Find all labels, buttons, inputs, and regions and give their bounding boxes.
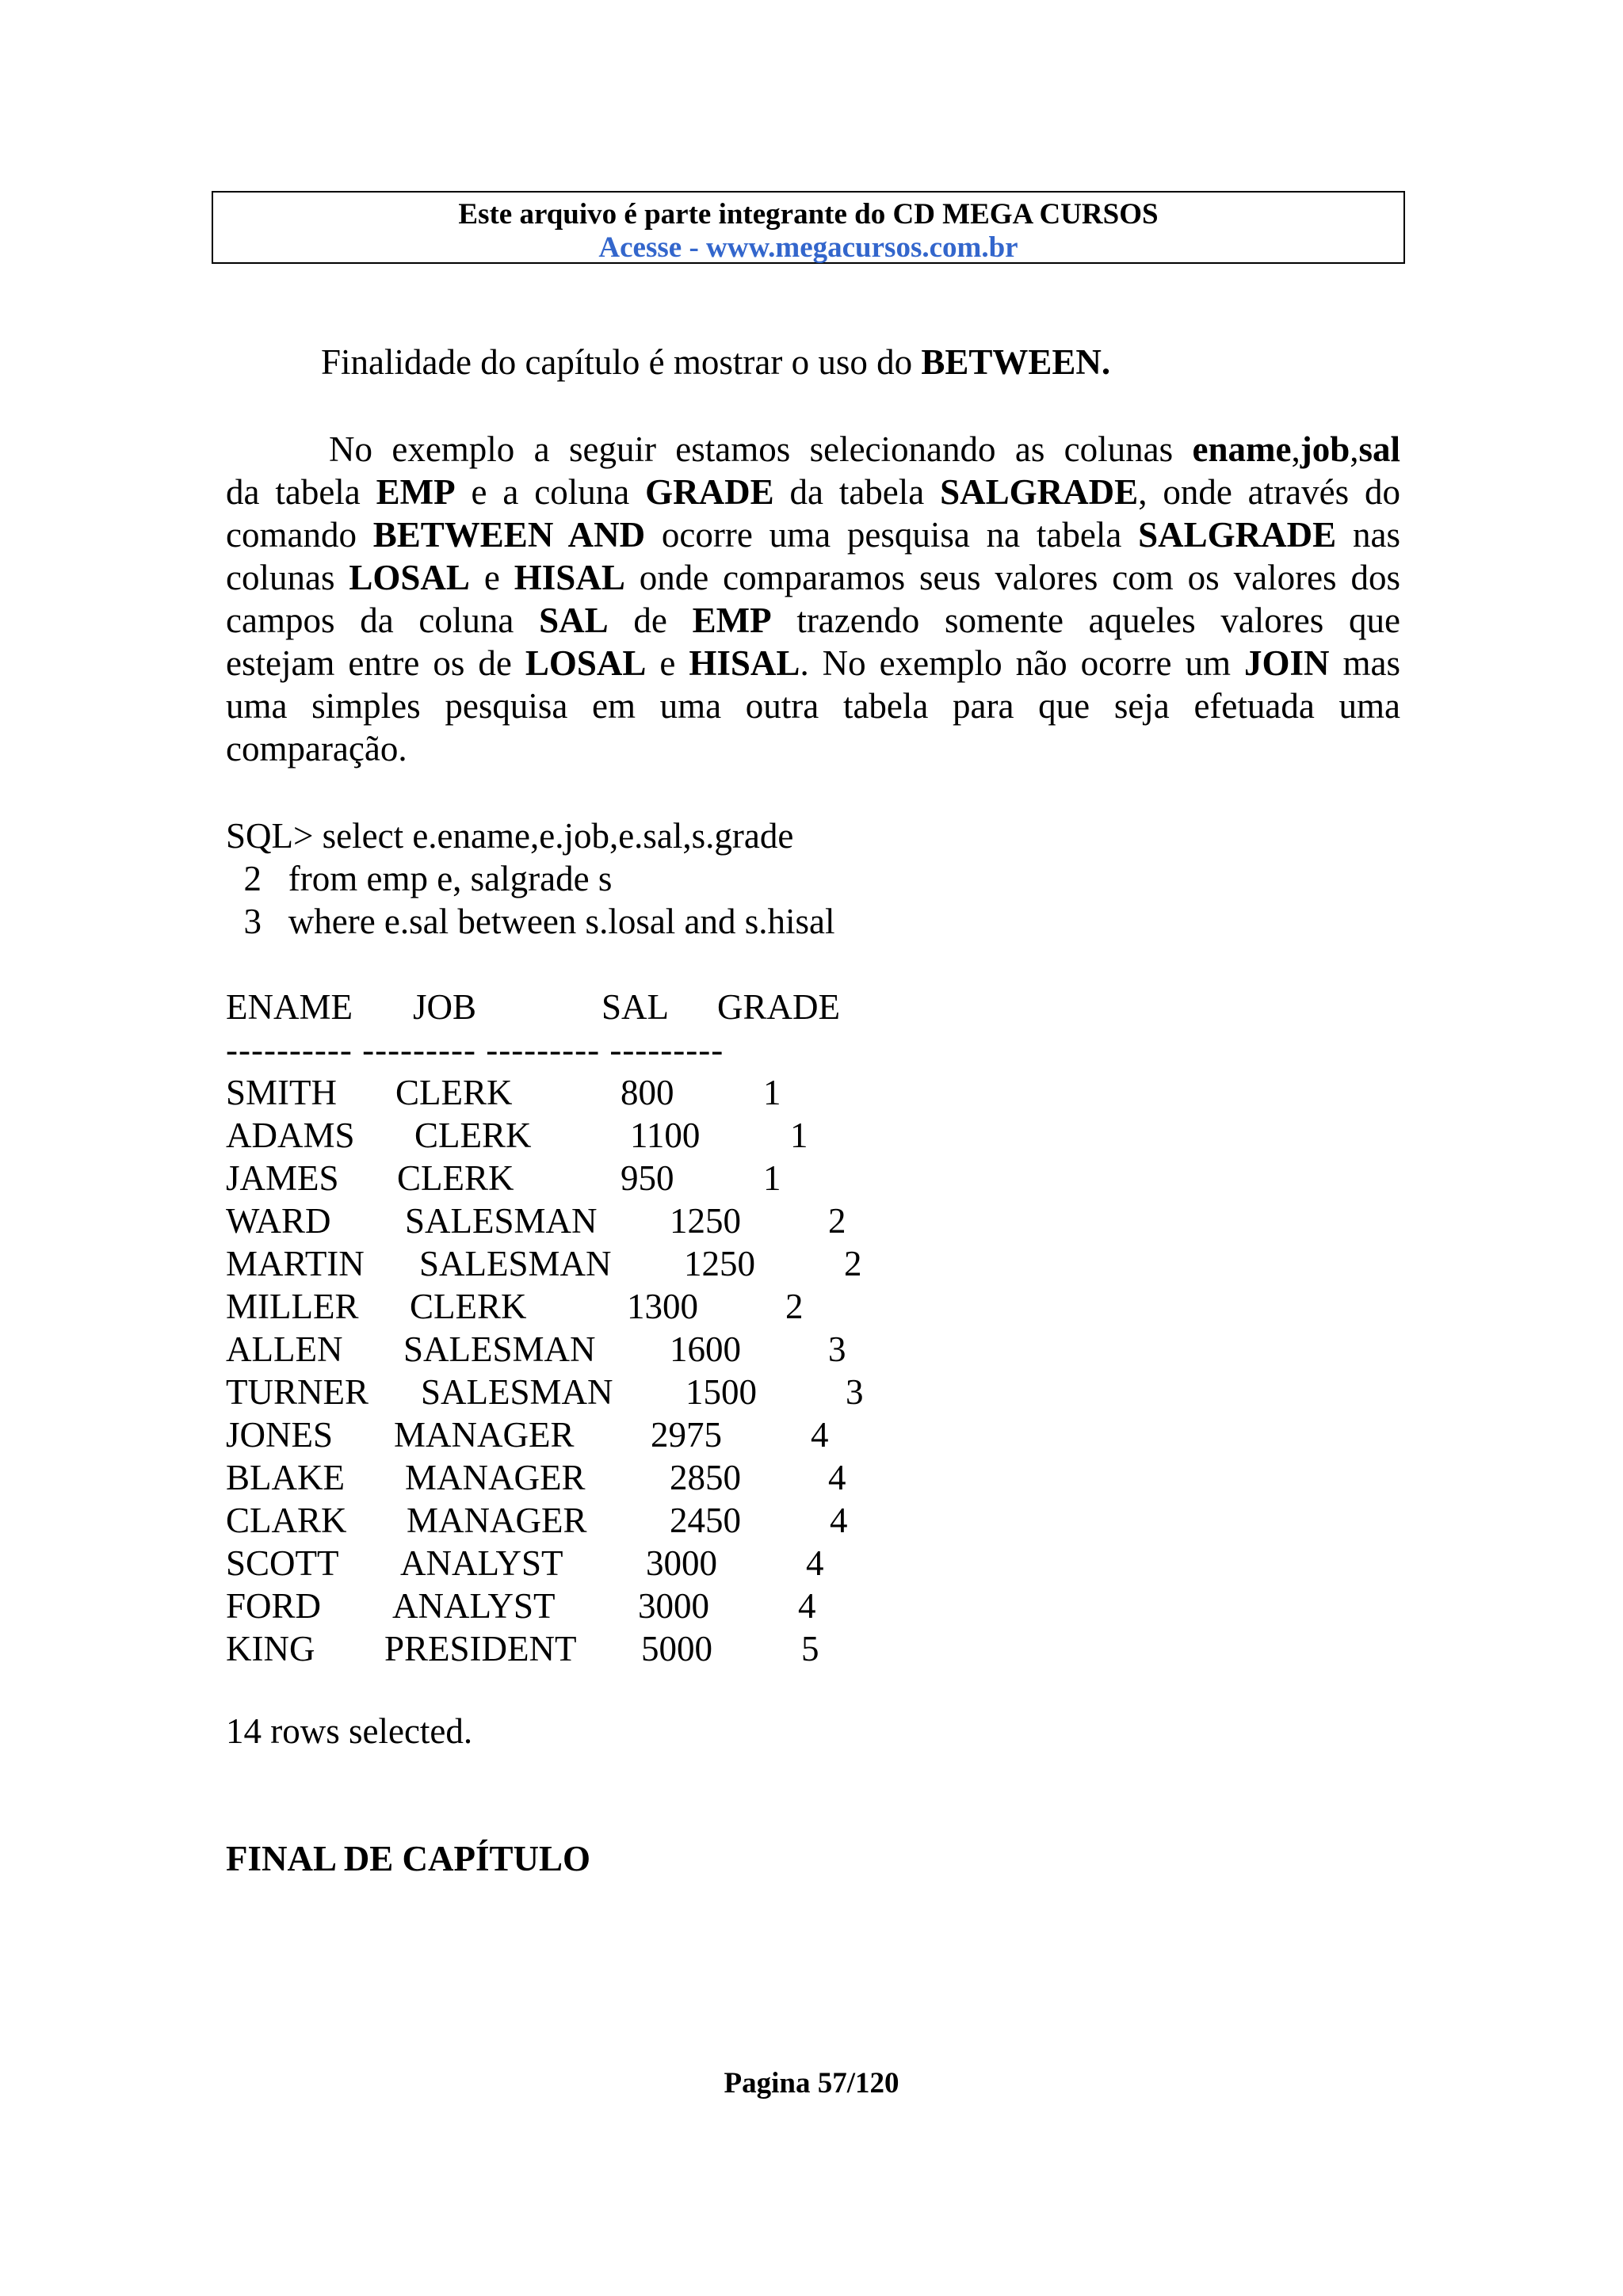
cell-job: CLERK [410,1287,527,1326]
paragraph-line-2: da tabela EMP e a coluna GRADE da tabela SALGRADE, onde através do [226,472,1400,512]
column-header-grade: GRADE [717,987,840,1027]
cell-grade: 3 [828,1329,846,1369]
cell-grade: 1 [763,1158,781,1198]
intro-bold: BETWEEN. [921,342,1111,382]
rows-selected-text: 14 rows selected. [226,1711,473,1751]
cell-sal: 1300 [627,1287,698,1326]
cell-job: SALESMAN [403,1329,596,1369]
paragraph-line-1: No exemplo a seguir estamos selecionando as colunas ename,job,sal [329,429,1400,469]
cell-grade: 1 [763,1073,781,1112]
cell-job: SALESMAN [421,1372,613,1412]
cell-job: CLERK [395,1073,513,1112]
cell-ename: ADAMS [226,1116,355,1155]
cell-job: ANALYST [400,1543,563,1583]
cell-sal: 1250 [684,1244,755,1283]
column-header-sal: SAL [601,987,670,1027]
header-box [212,191,1405,264]
table-row [226,1499,939,1542]
cell-job: CLERK [397,1158,514,1198]
cell-grade: 4 [828,1458,846,1497]
cell-ename: SMITH [226,1073,338,1112]
table-row [226,1585,939,1627]
cell-ename: KING [226,1629,315,1669]
cell-job: CLERK [414,1116,532,1155]
cell-sal: 3000 [646,1543,717,1583]
paragraph-line-7: uma simples pesquisa em uma outra tabela para que seja efetuada uma [226,686,1400,726]
cell-ename: WARD [226,1201,331,1241]
cell-ename: MILLER [226,1287,359,1326]
cell-grade: 2 [844,1244,862,1283]
intro-sentence [321,341,1110,383]
paragraph-line-3: comando BETWEEN AND ocorre uma pesquisa na tabela SALGRADE nas [226,515,1400,555]
paragraph-line-8: comparação. [226,729,407,769]
cell-grade: 4 [830,1501,848,1540]
header-title: Este arquivo é parte integrante do CD MEGA CURSOS [458,198,1159,231]
table-row [226,1242,939,1285]
cell-sal: 1600 [670,1329,741,1369]
cell-job: MANAGER [407,1501,587,1540]
cell-grade: 3 [846,1372,864,1412]
cell-sal: 950 [621,1158,674,1198]
cell-ename: TURNER [226,1372,369,1412]
cell-ename: ALLEN [226,1329,343,1369]
table-row [226,1456,939,1499]
cell-ename: JAMES [226,1158,339,1198]
table-row [226,1071,939,1114]
table-row [226,1114,939,1157]
cell-grade: 4 [811,1415,829,1455]
column-header-ename: ENAME [226,987,353,1027]
cell-grade: 2 [785,1287,804,1326]
cell-grade: 2 [828,1201,846,1241]
cell-job: ANALYST [392,1586,556,1626]
table-row [226,1413,939,1456]
cell-sal: 2450 [670,1501,741,1540]
sql-line-1: SQL> select e.ename,e.job,e.sal,s.grade [226,816,794,856]
table-row [226,1285,939,1328]
table-row [226,1371,939,1413]
cell-sal: 800 [621,1073,674,1112]
cell-job: MANAGER [405,1458,586,1497]
table-row [226,1157,939,1199]
cell-sal: 2850 [670,1458,741,1497]
intro-text: Finalidade do capítulo é mostrar o uso do [321,342,922,382]
cell-ename: MARTIN [226,1244,365,1283]
cell-job: MANAGER [394,1415,575,1455]
cell-ename: FORD [226,1586,322,1626]
sql-line-3: 3 where e.sal between s.losal and s.hisal [226,902,835,941]
cell-ename: JONES [226,1415,334,1455]
cell-ename: CLARK [226,1501,347,1540]
page-number: Pagina 57/120 [724,2067,899,2100]
cell-ename: BLAKE [226,1458,345,1497]
table-row [226,1627,939,1670]
chapter-end-heading: FINAL DE CAPÍTULO [226,1839,591,1878]
paragraph-line-5: campos da coluna SAL de EMP trazendo somente aqueles valores que [226,601,1400,640]
column-header-job: JOB [413,987,477,1027]
paragraph-line-6: estejam entre os de LOSAL e HISAL. No exemplo não ocorre um JOIN mas [226,643,1400,683]
cell-ename: SCOTT [226,1543,339,1583]
table-row [226,1328,939,1371]
table-row [226,1199,939,1242]
cell-sal: 5000 [641,1629,712,1669]
cell-grade: 4 [806,1543,824,1583]
cell-sal: 3000 [638,1586,709,1626]
table-row [226,1542,939,1585]
header-link[interactable]: Acesse - www.megacursos.com.br [598,231,1018,264]
paragraph-line-4: colunas LOSAL e HISAL onde comparamos seus valores com os valores dos [226,558,1400,597]
cell-job: PRESIDENT [384,1629,577,1669]
body-paragraph [226,428,1400,770]
cell-job: SALESMAN [405,1201,598,1241]
cell-sal: 1500 [685,1372,757,1412]
cell-grade: 1 [790,1116,808,1155]
cell-grade: 4 [798,1586,816,1626]
result-header [226,986,939,1028]
cell-job: SALESMAN [419,1244,612,1283]
cell-grade: 5 [801,1629,819,1669]
cell-sal: 2975 [651,1415,722,1455]
cell-sal: 1100 [630,1116,701,1155]
sql-line-2: 2 from emp e, salgrade s [226,859,613,898]
column-separator: ---------- --------- --------- --------- [226,1030,724,1070]
cell-sal: 1250 [670,1201,741,1241]
